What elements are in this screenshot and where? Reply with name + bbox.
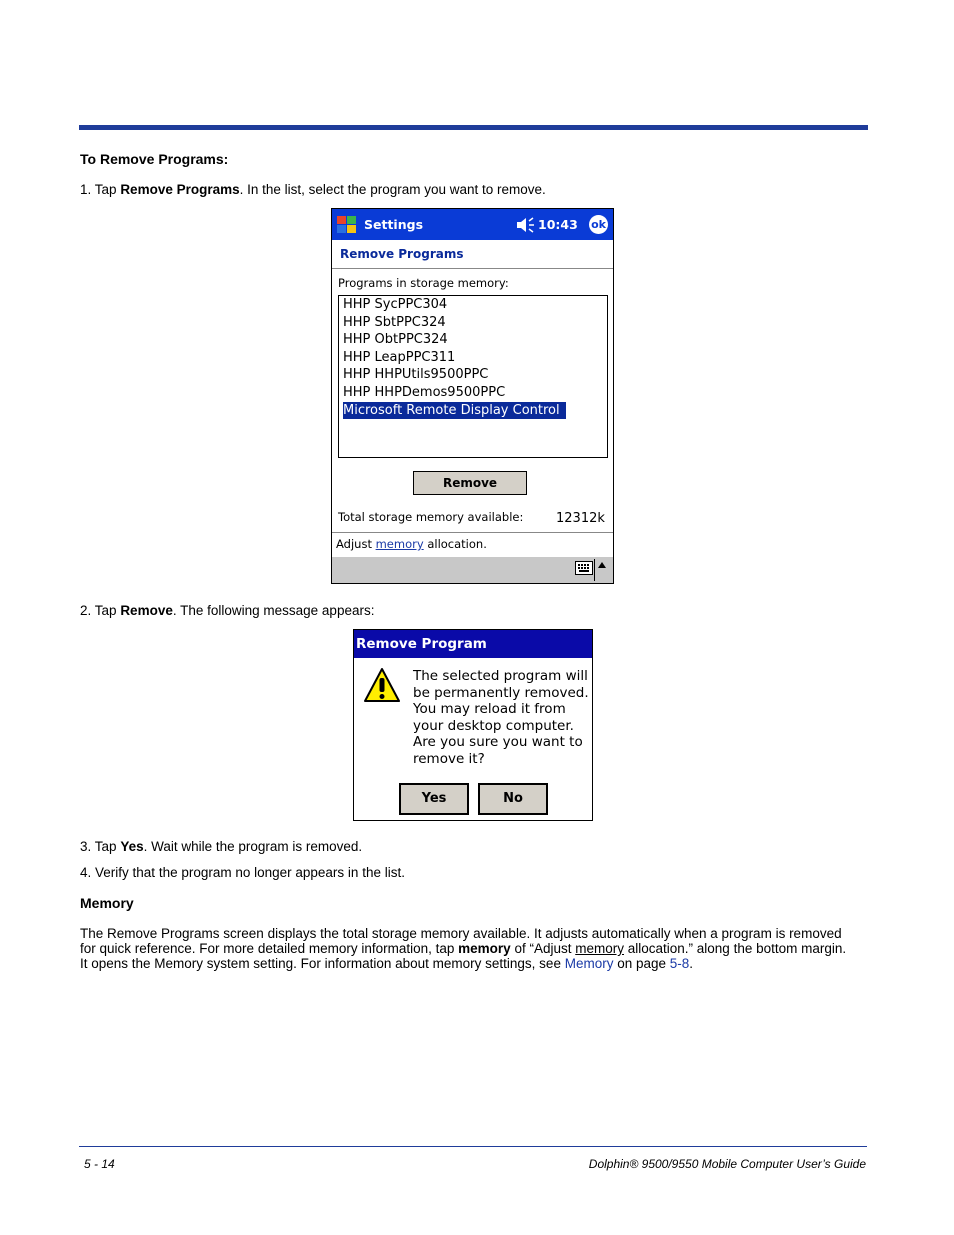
top-rule	[79, 125, 868, 130]
memory-link[interactable]: memory	[375, 537, 424, 551]
command-bar	[332, 557, 613, 583]
separator	[594, 559, 595, 581]
remove-programs-screen	[331, 208, 614, 584]
dialog-title: Remove Program	[356, 636, 487, 652]
title-label: Settings	[364, 217, 424, 232]
footer-rule	[79, 1146, 867, 1147]
program-list[interactable]	[338, 295, 608, 458]
step-3: 3. Tap Yes. Wait while the program is removed.	[80, 839, 363, 854]
clock: 10:43	[538, 217, 578, 232]
list-item[interactable]: HHP SycPPC304	[343, 297, 448, 312]
footer-title: Dolphin® 9500/9550 Mobile Computer User’s Guide	[588, 1157, 866, 1171]
yes-button[interactable]: Yes	[399, 783, 469, 815]
page-number: 5 - 14	[84, 1157, 115, 1171]
list-item[interactable]: HHP SbtPPC324	[343, 314, 446, 330]
adjust-memory-bar: Adjust memory allocation.	[332, 532, 613, 558]
step-1: 1. Tap Remove Programs. In the list, select the program you want to remove.	[80, 182, 546, 197]
up-arrow-icon[interactable]	[598, 562, 606, 568]
memory-xref-link[interactable]: Memory	[564, 956, 614, 971]
list-item[interactable]: HHP LeapPPC311	[343, 349, 456, 365]
no-button[interactable]: No	[478, 783, 548, 815]
dialog-message: The selected program will be permanently removed. You may reload it from your desktop computer. Are you sure you want to remove it?	[413, 668, 589, 767]
dialog-title-bar	[354, 630, 592, 658]
subtitle-bar	[332, 240, 613, 269]
page-xref-link[interactable]: 5-8	[669, 956, 690, 971]
step-2: 2. Tap Remove. The following message appears:	[80, 603, 375, 618]
step-4: 4. Verify that the program no longer appears in the list.	[80, 865, 405, 880]
total-storage-value: 12312k	[556, 511, 605, 526]
memory-heading: Memory	[80, 895, 134, 911]
speaker-icon[interactable]	[516, 217, 536, 233]
section-heading: To Remove Programs:	[80, 151, 229, 167]
total-storage-label: Total storage memory available:	[338, 510, 524, 524]
remove-button[interactable]: Remove	[413, 471, 527, 495]
list-item[interactable]: HHP HHPUtils9500PPC	[343, 367, 489, 383]
list-item[interactable]: HHP ObtPPC324	[343, 332, 448, 348]
remove-program-dialog	[353, 629, 593, 821]
list-item-selected[interactable]: Microsoft Remote Display Control	[343, 402, 566, 419]
keyboard-icon[interactable]	[575, 561, 593, 575]
windows-start-icon[interactable]	[335, 214, 359, 236]
title-bar	[332, 209, 613, 240]
warning-icon	[363, 667, 401, 703]
ok-icon[interactable]: ok	[589, 215, 608, 234]
subtitle: Remove Programs	[340, 247, 464, 261]
memory-paragraph: The Remove Programs screen displays the total storage memory available. It adjusts automatically when a program is removed for quick reference. For more detailed memory information, tap memory of “Adjust memory allocation.” along the bottom margin. It opens the Memory system setting. For information about memory settings, see Memory on page 5-8.	[80, 926, 847, 971]
list-item[interactable]: HHP HHPDemos9500PPC	[343, 385, 506, 400]
list-label: Programs in storage memory:	[338, 276, 509, 290]
